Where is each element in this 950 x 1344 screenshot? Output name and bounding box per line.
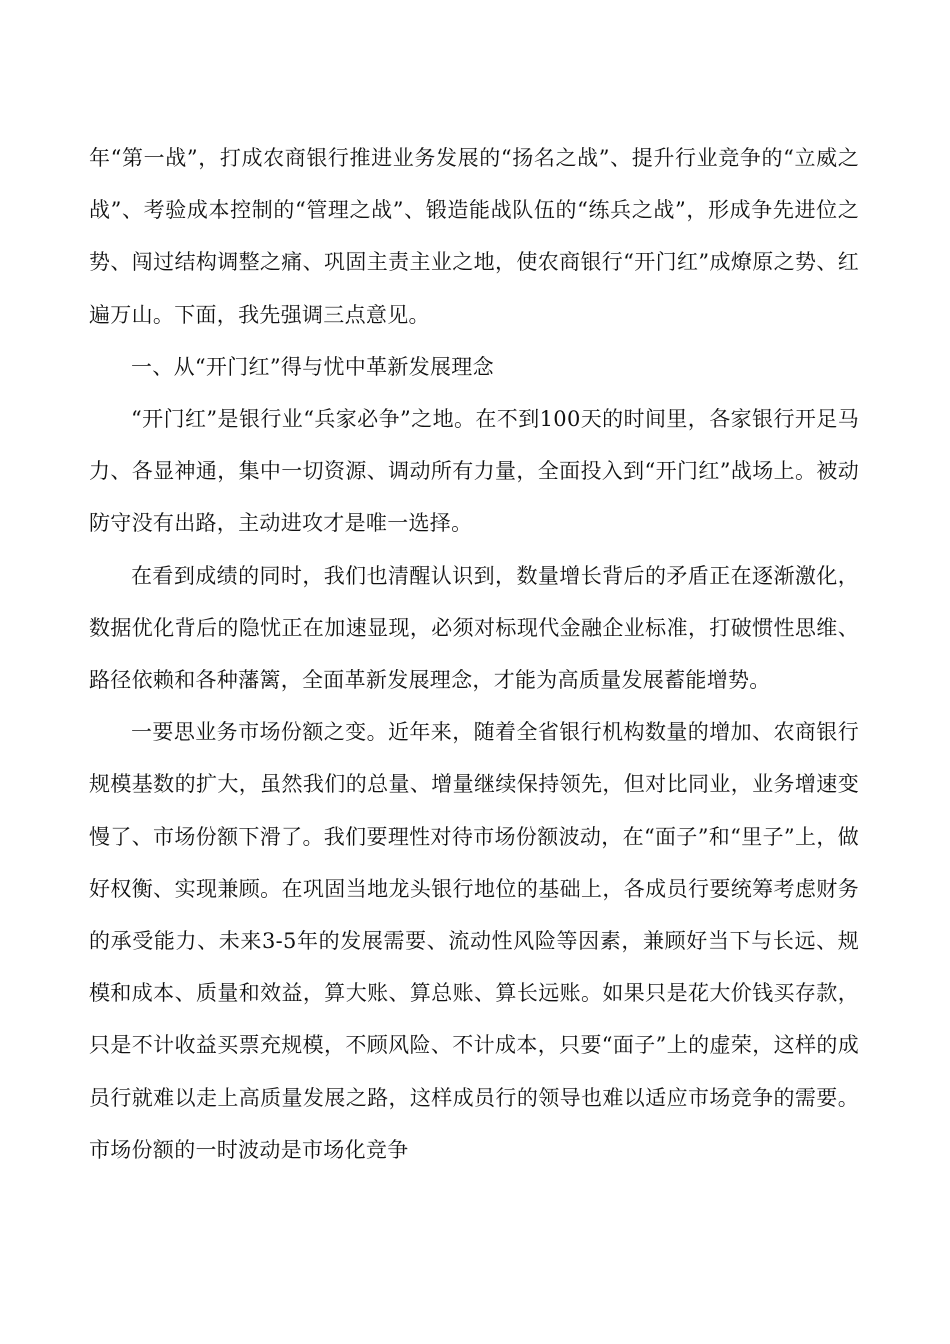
paragraph: 一要思业务市场份额之变。近年来，随着全省银行机构数量的增加、农商银行规模基数的扩大，虽然我们的总量、增量继续保持领先，但对比同业，业务增速变慢了、市场份额下滑了。我们要理性对待市场份额波动，在“面子”和“里子”上，做好权衡、实现兼顾。在巩固当地龙头银行地位的基础上，各成员行要统筹考虑财务的承受能力、未来3-5年的发展需要、流动性风险等因素，兼顾好当下与长远、规模和成本、质量和效益，算大账、算总账、算长远账。如果只是花大价钱买存款，只是不计收益买票充规模，不顾风险、不计成本，只要“面子”上的虚荣，这样的成员行就难以走上高质量发展之路，这样成员行的领导也难以适应市场竞争的需要。市场份额的一时波动是市场化竞争 [89,720,859,1162]
paragraph: 在看到成绩的同时，我们也清醒认识到，数量增长背后的矛盾正在逐渐激化，数据优化背后的隐忧正在加速显现，必须对标现代金融企业标准，打破惯性思维、路径依赖和各种藩篱，全面革新发展理念，才能为高质量发展蓄能增势。 [89,563,859,693]
paragraph-continuation: 年“第一战”，打成农商银行推进业务发展的“扬名之战”、提升行业竞争的“立威之战”、考验成本控制的“管理之战”、锻造能战队伍的“练兵之战”，形成争先进位之势、闯过结构调整之痛、巩固主责主业之地，使农商银行“开门红”成燎原之势、红遍万山。下面，我先强调三点意见。 [89,146,859,327]
section-heading: 一、从“开门红”得与忧中革新发展理念 [131,354,494,379]
paragraph: “开门红”是银行业“兵家必争”之地。在不到100天的时间里，各家银行开足马力、各显神通，集中一切资源、调动所有力量，全面投入到“开门红”战场上。被动防守没有出路，主动进攻才是唯一选择。 [89,407,859,536]
document-body [89,132,859,1176]
